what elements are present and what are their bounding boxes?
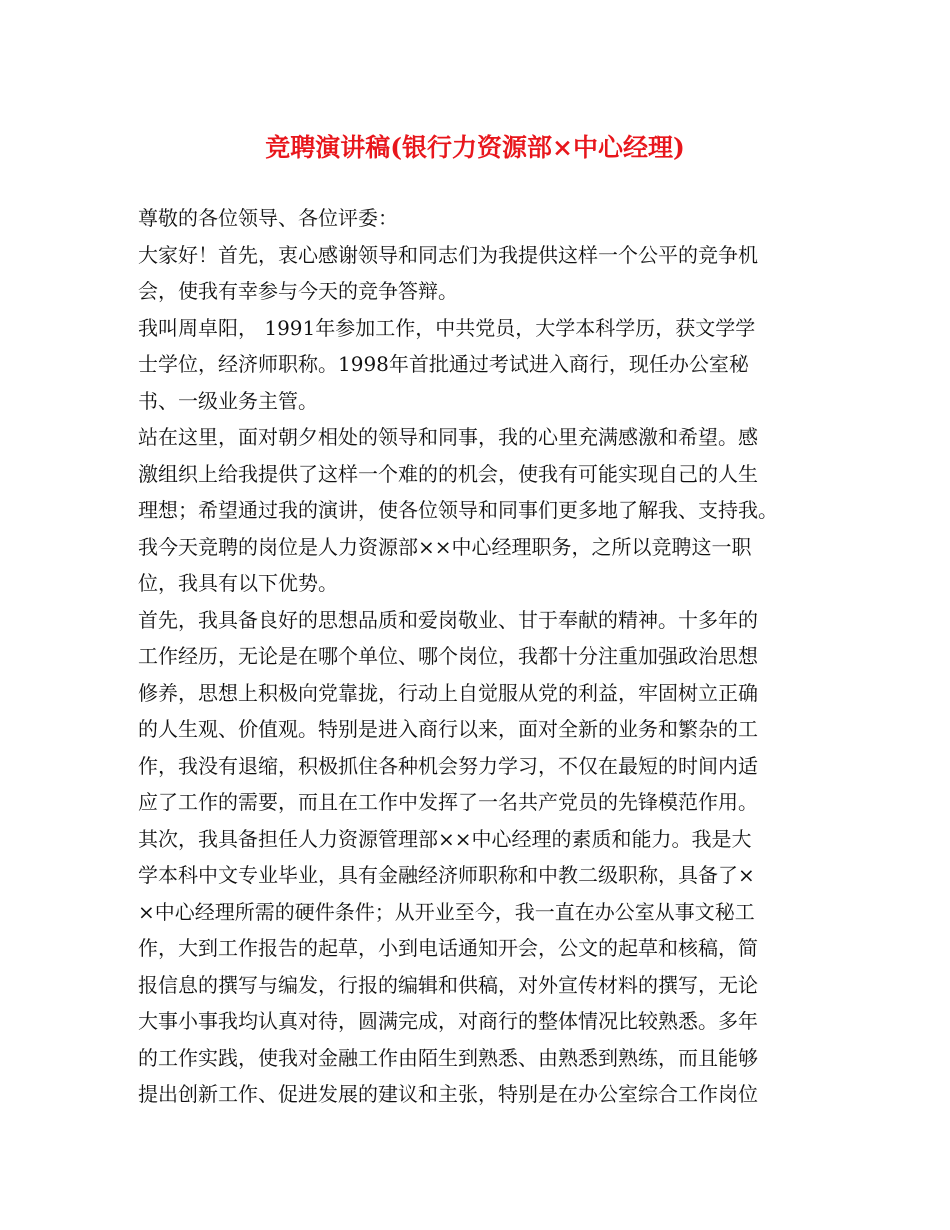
body-line-22: 报信息的撰写与编发，行报的编辑和供稿，对外宣传材料的撰写，无论 (138, 972, 758, 997)
body-line-12: 首先，我具备良好的思想品质和爱岗敬业、甘于奉献的精神。十多年的 (138, 607, 758, 632)
body-line-15: 的人生观、价值观。特别是进入商行以来，面对全新的业务和繁杂的工 (138, 717, 758, 741)
body-line-17: 应了工作的需要，而且在工作中发挥了一名共产党员的先锋模范作用。 (138, 790, 758, 814)
body-line-16: 作，我没有退缩，积极抓住各种机会努力学习，不仅在最短的时间内适 (138, 753, 758, 778)
body-line-24: 的工作实践，使我对金融工作由陌生到熟悉、由熟悉到熟练，而且能够 (138, 1045, 758, 1070)
body-line-14: 修养，思想上积极向党靠拢，行动上自觉服从党的利益，牢固树立正确 (138, 680, 758, 705)
body-line-6: 书、一级业务主管。 (138, 388, 318, 413)
body-line-5: 士学位，经济师职称。1998年首批通过考试进入商行，现任办公室秘 (138, 352, 749, 376)
body-line-2: 大家好！首先，衷心感谢领导和同志们为我提供这样一个公平的竞争机 (138, 242, 758, 267)
document-body (138, 200, 828, 1113)
body-line-7: 站在这里，面对朝夕相处的领导和同事，我的心里充满感激和希望。感 (138, 425, 758, 449)
body-line-23: 大事小事我均认真对待，圆满完成，对商行的整体情况比较熟悉。多年 (138, 1009, 758, 1033)
body-line-18: 其次，我具备担任人力资源管理部××中心经理的素质和能力。我是大 (138, 826, 752, 851)
body-line-13: 工作经历，无论是在哪个单位、哪个岗位，我都十分注重加强政治思想 (138, 644, 758, 668)
body-line-9: 理想；希望通过我的演讲，使各位领导和同事们更多地了解我、支持我。 (138, 498, 778, 522)
body-line-1: 尊敬的各位领导、各位评委： (138, 206, 398, 230)
document-title: 竞聘演讲稿(银行力资源部×中心经理) (265, 133, 685, 162)
body-line-19: 学本科中文专业毕业，具有金融经济师职称和中教二级职称，具备了× (138, 863, 755, 887)
body-line-3: 会，使我有幸参与今天的竞争答辩。 (138, 279, 458, 303)
body-line-8: 激组织上给我提供了这样一个难的的机会，使我有可能实现自己的人生 (138, 461, 758, 486)
body-line-10: 我今天竞聘的岗位是人力资源部××中心经理职务，之所以竞聘这一职 (138, 534, 752, 559)
body-line-11: 位，我具有以下优势。 (138, 571, 338, 595)
body-line-25: 提出创新工作、促进发展的建议和主张，特别是在办公室综合工作岗位 (138, 1082, 758, 1106)
body-line-21: 作，大到工作报告的起草，小到电话通知开会，公文的起草和核稿，简 (138, 936, 758, 960)
body-line-4: 我叫周卓阳， 1991年参加工作，中共党员，大学本科学历，获文学学 (138, 315, 756, 340)
body-line-20: ×中心经理所需的硬件条件；从开业至今，我一直在办公室从事文秘工 (138, 899, 755, 924)
